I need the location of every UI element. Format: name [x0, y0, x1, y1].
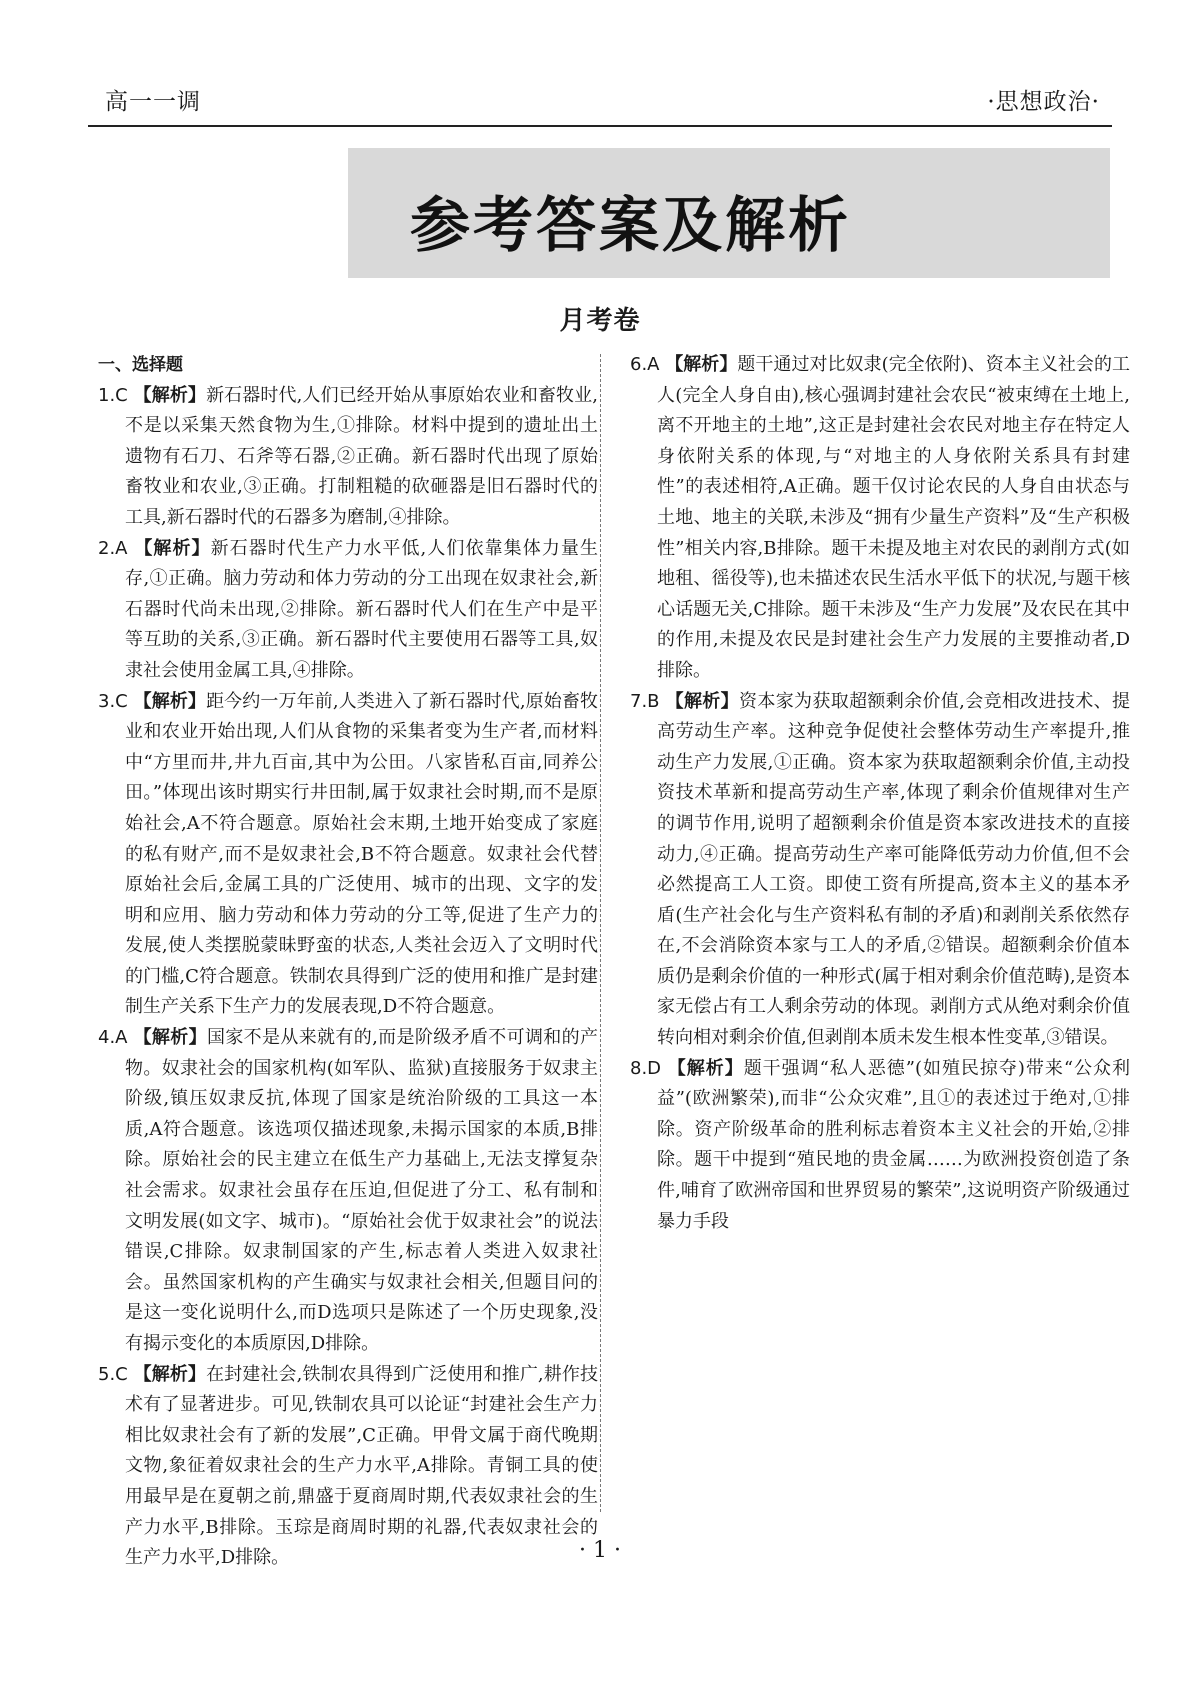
analysis-tag: 【解析】	[134, 537, 211, 559]
item-text: 新石器时代,人们已经开始从事原始农业和畜牧业,不是以采集天然食物为生,①排除。材料中提到的遗址出土遗物有石刀、石斧等石器,②正确。新石器时代出现了原始畜牧业和农业,③正确。打制粗糙的砍砸器是旧石器时代的工具,新石器时代的石器多为磨制,④排除。	[125, 384, 598, 528]
answer-item-7	[630, 687, 1130, 1054]
analysis-tag: 【解析】	[665, 354, 738, 375]
item-text: 距今约一万年前,人类进入了新石器时代,原始畜牧业和农业开始出现,人们从食物的采集者变为生产者,而材料中“方里而井,井九百亩,其中为公田。八家皆私百亩,同养公田。”体现出该时期实行井田制,属于奴隶社会时期,而不是原始社会,A不符合题意。原始社会末期,土地开始变成了家庭的私有财产,而不是奴隶社会,B不符合题意。奴隶社会代替原始社会后,金属工具的广泛使用、城市的出现、文字的发明和应用、脑力劳动和体力劳动的分工等,促进了生产力的发展,使人类摆脱蒙昧野蛮的状态,人类社会迈入了文明时代的门槛,C符合题意。铁制农具得到广泛的使用和推广是封建制生产关系下生产力的发展表现,D不符合题意。	[125, 690, 598, 1018]
section-heading: 一、选择题	[98, 355, 183, 375]
analysis-tag: 【解析】	[133, 690, 207, 712]
item-text: 题干通过对比奴隶(完全依附)、资本主义社会的工人(完全人身自由),核心强调封建社会农民“被束缚在土地上,离不开地主的土地”,这正是封建社会农民对地主存在特定人身依附关系的体现,与“对地主的人身依附关系具有封建性”的表述相符,A正确。题干仅讨论农民的人身自由状态与土地、地主的关联,未涉及“拥有少量生产资料”及“生产积极性”相关内容,B排除。题干未提及地主对农民的剥削方式(如地租、徭役等),也未描述农民生活水平低下的状况,与题干核心话题无关,C排除。题干未涉及“生产力发展”及农民在其中的作用,未提及农民是封建社会生产力发展的主要推动者,D排除。	[657, 354, 1130, 681]
answer-item-4	[98, 1023, 598, 1360]
item-text: 在封建社会,铁制农具得到广泛使用和推广,耕作技术有了显著进步。可见,铁制农具可以论证“封建社会生产力相比奴隶社会有了新的发展”,C正确。甲骨文属于商代晚期文物,象征着奴隶社会的生产力水平,A排除。青铜工具的使用最早是在夏朝之前,鼎盛于夏商周时期,代表奴隶社会的生产力水平,B排除。玉琮是商周时期的礼器,代表奴隶社会的生产力水平,D排除。	[125, 1363, 598, 1569]
analysis-tag: 【解析】	[133, 384, 207, 406]
item-number: 1.C	[98, 384, 128, 406]
page-number: · 1 ·	[579, 1538, 621, 1563]
right-column	[630, 350, 1130, 1530]
header-rule	[88, 125, 1112, 127]
item-number: 4.A	[98, 1027, 128, 1049]
item-number: 5.C	[98, 1363, 128, 1385]
page-title: 参考答案及解析	[410, 191, 851, 261]
column-divider	[600, 354, 601, 1512]
analysis-tag: 【解析】	[665, 690, 739, 712]
answer-item-3	[98, 687, 598, 1024]
answer-item-1	[98, 381, 598, 534]
item-number: 2.A	[98, 537, 128, 559]
item-number: 8.D	[630, 1057, 662, 1079]
header-grade: 高一一调	[105, 89, 201, 115]
item-text: 新石器时代生产力水平低,人们依靠集体力量生存,①正确。脑力劳动和体力劳动的分工出现在奴隶社会,新石器时代尚未出现,②排除。新石器时代人们在生产中是平等互助的关系,③正确。新石器时代主要使用石器等工具,奴隶社会使用金属工具,④排除。	[125, 537, 598, 681]
analysis-tag: 【解析】	[133, 1363, 207, 1385]
item-number: 7.B	[630, 690, 660, 712]
header-subject: ·思想政治·	[987, 89, 1100, 115]
item-text: 国家不是从来就有的,而是阶级矛盾不可调和的产物。奴隶社会的国家机构(如军队、监狱)直接服务于奴隶主阶级,镇压奴隶反抗,体现了国家是统治阶级的工具这一本质,A符合题意。该选项仅描述现象,未揭示国家的本质,B排除。原始社会的民主建立在低生产力基础上,无法支撑复杂社会需求。奴隶社会虽存在压迫,但促进了分工、私有制和文明发展(如文字、城市)。“原始社会优于奴隶社会”的说法错误,C排除。奴隶制国家的产生,标志着人类进入奴隶社会。虽然国家机构的产生确实与奴隶社会相关,但题目问的是这一变化说明什么,而D选项只是陈述了一个历史现象,没有揭示变化的本质原因,D排除。	[125, 1027, 598, 1354]
answer-item-8	[630, 1054, 1130, 1238]
exam-subtitle: 月考卷	[559, 306, 641, 336]
answer-item-2	[98, 534, 598, 687]
item-text: 题干强调“私人恶德”(如殖民掠夺)带来“公众利益”(欧洲繁荣),而非“公众灾难”,且①的表述过于绝对,①排除。资产阶级革命的胜利标志着资本主义社会的开始,②排除。题干中提到“殖民地的贵金属……为欧洲投资创造了条件,哺育了欧洲帝国和世界贸易的繁荣”,这说明资产阶级通过暴力手段	[657, 1057, 1130, 1232]
item-number: 3.C	[98, 690, 128, 712]
left-column	[98, 350, 598, 1569]
item-text: 资本家为获取超额剩余价值,会竞相改进技术、提高劳动生产率。这种竞争促使社会整体劳动生产率提升,推动生产力发展,①正确。资本家为获取超额剩余价值,主动投资技术革新和提高劳动生产率,体现了剩余价值规律对生产的调节作用,说明了超额剩余价值是资本家改进技术的直接动力,④正确。提高劳动生产率可能降低劳动力价值,但不会必然提高工人工资。即使工资有所提高,资本主义的基本矛盾(生产社会化与生产资料私有制的矛盾)和剥削关系依然存在,不会消除资本家与工人的矛盾,②错误。超额剩余价值本质仍是剩余价值的一种形式(属于相对剩余价值范畴),是资本家无偿占有工人剩余劳动的体现。剥削方式从绝对剩余价值转向相对剩余价值,但剥削本质未发生根本性变革,③错误。	[657, 690, 1130, 1049]
answer-item-6	[630, 350, 1130, 687]
analysis-tag: 【解析】	[133, 1027, 207, 1049]
analysis-tag: 【解析】	[667, 1057, 744, 1079]
item-number: 6.A	[630, 354, 660, 375]
